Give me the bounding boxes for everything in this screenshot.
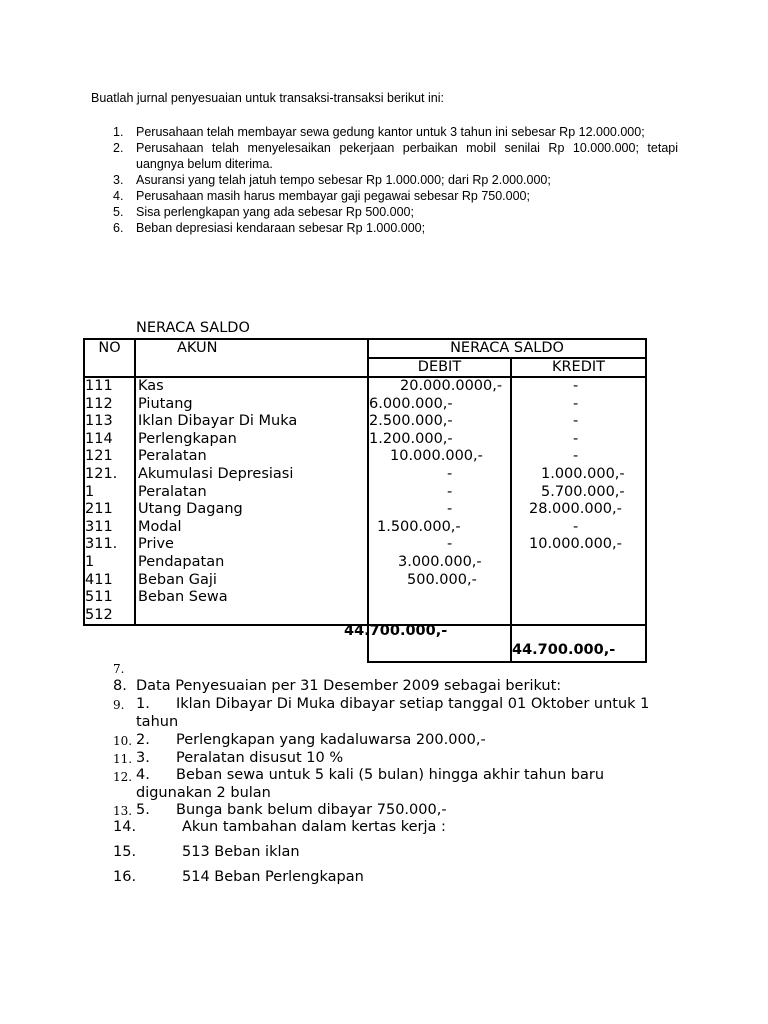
list-item-continuation: tahun (136, 714, 179, 730)
list-item-text: 513 Beban iklan (182, 844, 300, 860)
list-item-text: 514 Beban Perlengkapan (182, 869, 364, 885)
list-item-number: 3. (113, 173, 124, 187)
list-item-text: Perusahaan telah menyelesaikan pekerjaan perbaikan mobil senilai Rp 10.000.000; tetapi uangnya belum diterima. (136, 141, 678, 171)
list-item (113, 172, 678, 188)
kredit-value: - (573, 518, 579, 535)
account-name: Akumulasi Depresiasi (138, 465, 294, 482)
account-name: Beban Gaji (138, 571, 217, 588)
list-item-number: 11. (113, 752, 133, 766)
list-item-subnumber: 4. (136, 767, 150, 783)
kredit-value: - (573, 430, 579, 447)
list-item-text: Perusahaan masih harus membayar gaji pegawai sebesar Rp 750.000; (136, 189, 530, 203)
debit-value: 3.000.000,- (398, 553, 482, 570)
account-name: Beban Sewa (138, 589, 228, 606)
header-kredit: KREDIT (511, 358, 646, 377)
account-name: Kas (138, 378, 164, 394)
debit-value: 20.000.0000,- (400, 378, 503, 394)
debit-value: - (447, 465, 453, 482)
debit-value: 6.000.000,- (369, 395, 453, 412)
list-item-subnumber: 2. (136, 732, 150, 748)
total-spacer (84, 625, 368, 662)
list-item-text: Perusahaan telah membayar sewa gedung kantor untuk 3 tahun ini sebesar Rp 12.000.000; (136, 125, 645, 139)
list-item-number: 12. (113, 770, 133, 784)
debit-value: 1.200.000,- (369, 430, 453, 447)
total-kredit-cell (511, 625, 646, 662)
debit-value: - (447, 483, 453, 500)
total-debit: 44.700.000,- (344, 623, 448, 640)
list-item-text: Perlengkapan yang kadaluwarsa 200.000,- (176, 732, 486, 748)
account-number: 111 (85, 378, 113, 394)
account-number: 121. (85, 465, 118, 482)
account-number: 112 (85, 395, 113, 412)
debit-value: 2.500.000,- (369, 413, 453, 430)
table-title: NERACA SALDO (136, 320, 250, 336)
list-item-subnumber: 3. (136, 750, 150, 766)
list-item-number: 2. (113, 141, 124, 155)
header-no: NO (84, 339, 135, 377)
account-name: Utang Dagang (138, 501, 243, 518)
list-item-text: Iklan Dibayar Di Muka dibayar setiap tanggal 01 Oktober untuk 1 (176, 696, 650, 712)
header-debit: DEBIT (368, 358, 511, 377)
list-item-number: 4. (113, 189, 124, 203)
list-item (113, 124, 678, 140)
debit-value: 500.000,- (407, 571, 477, 588)
account-number: 511 (85, 589, 113, 606)
list-item-text: Beban sewa untuk 5 kali (5 bulan) hingga akhir tahun baru (176, 767, 605, 783)
debit-value: 10.000.000,- (390, 448, 483, 465)
account-number: 1 (85, 553, 95, 570)
list-item (113, 188, 678, 204)
list-item-continuation: digunakan 2 bulan (136, 785, 271, 801)
kredit-column (511, 377, 646, 625)
kredit-value: - (573, 413, 579, 430)
debit-column (368, 377, 511, 625)
list-item-number: 9. (113, 698, 125, 712)
account-number: 114 (85, 430, 113, 447)
list-item-text: Asuransi yang telah jatuh tempo sebesar Rp 1.000.000; dari Rp 2.000.000; (136, 173, 551, 187)
account-number: 121 (85, 448, 113, 465)
kredit-value: 28.000.000,- (529, 501, 622, 518)
debit-value: 1.500.000,- (377, 518, 461, 535)
list-item-number: 1. (113, 125, 124, 139)
account-number: 1 (85, 483, 95, 500)
account-name: Iklan Dibayar Di Muka (138, 413, 298, 430)
account-name: Prive (138, 536, 174, 553)
list-item-subnumber: 1. (136, 696, 150, 712)
debit-value: - (447, 536, 453, 553)
list-item-number: 10. (113, 734, 133, 748)
list-item-number: 5. (113, 205, 124, 219)
list-item-number: 13. (113, 804, 133, 818)
account-name: Modal (138, 518, 182, 535)
header-akun: AKUN (135, 339, 368, 377)
list-item-number: 8. (113, 678, 127, 694)
no-column (84, 377, 135, 625)
list-item-subnumber: 5. (136, 802, 150, 818)
list-item-text: Data Penyesuaian per 31 Desember 2009 sebagai berikut: (136, 678, 562, 694)
list-item (113, 220, 678, 236)
kredit-value: 10.000.000,- (529, 536, 622, 553)
account-name: Peralatan (138, 448, 207, 465)
list-item (113, 140, 678, 172)
list-item-text: Sisa perlengkapan yang ada sebesar Rp 500.000; (136, 205, 414, 219)
account-name: Peralatan (138, 483, 207, 500)
account-number: 411 (85, 571, 113, 588)
account-number: 113 (85, 413, 113, 430)
account-name: Pendapatan (138, 553, 225, 570)
debit-value: - (447, 501, 453, 518)
list-item-text: Peralatan disusut 10 % (176, 750, 344, 766)
total-debit-cell (344, 623, 511, 662)
list-item-text: Bunga bank belum dibayar 750.000,- (176, 802, 447, 818)
trial-balance-table (83, 338, 647, 663)
intro-instruction: Buatlah jurnal penyesuaian untuk transaksi-transaksi berikut ini: (91, 91, 444, 105)
account-name: Perlengkapan (138, 430, 237, 447)
header-neraca-saldo: NERACA SALDO (368, 339, 646, 358)
list-item-number: 15. (113, 844, 137, 860)
kredit-value: 5.700.000,- (541, 483, 625, 500)
account-number: 311 (85, 518, 113, 535)
account-number: 311. (85, 536, 118, 553)
kredit-value: - (573, 378, 579, 394)
account-name: Piutang (138, 395, 193, 412)
list-item-text: Beban depresiasi kendaraan sebesar Rp 1.000.000; (136, 221, 426, 235)
account-number: 211 (85, 501, 113, 518)
list-item-number: 14. (113, 819, 137, 835)
akun-column (135, 377, 368, 625)
list-item-number: 16. (113, 869, 137, 885)
list-item-text: Akun tambahan dalam kertas kerja : (182, 819, 446, 835)
kredit-value: 1.000.000,- (541, 465, 625, 482)
account-number: 512 (85, 606, 113, 623)
list-item (113, 204, 678, 220)
kredit-value: - (573, 395, 579, 412)
list-item-number: 6. (113, 221, 124, 235)
total-kredit: 44.700.000,- (512, 642, 616, 659)
kredit-value: - (573, 448, 579, 465)
list-item-number: 7. (113, 662, 125, 676)
transaction-list (113, 124, 678, 236)
